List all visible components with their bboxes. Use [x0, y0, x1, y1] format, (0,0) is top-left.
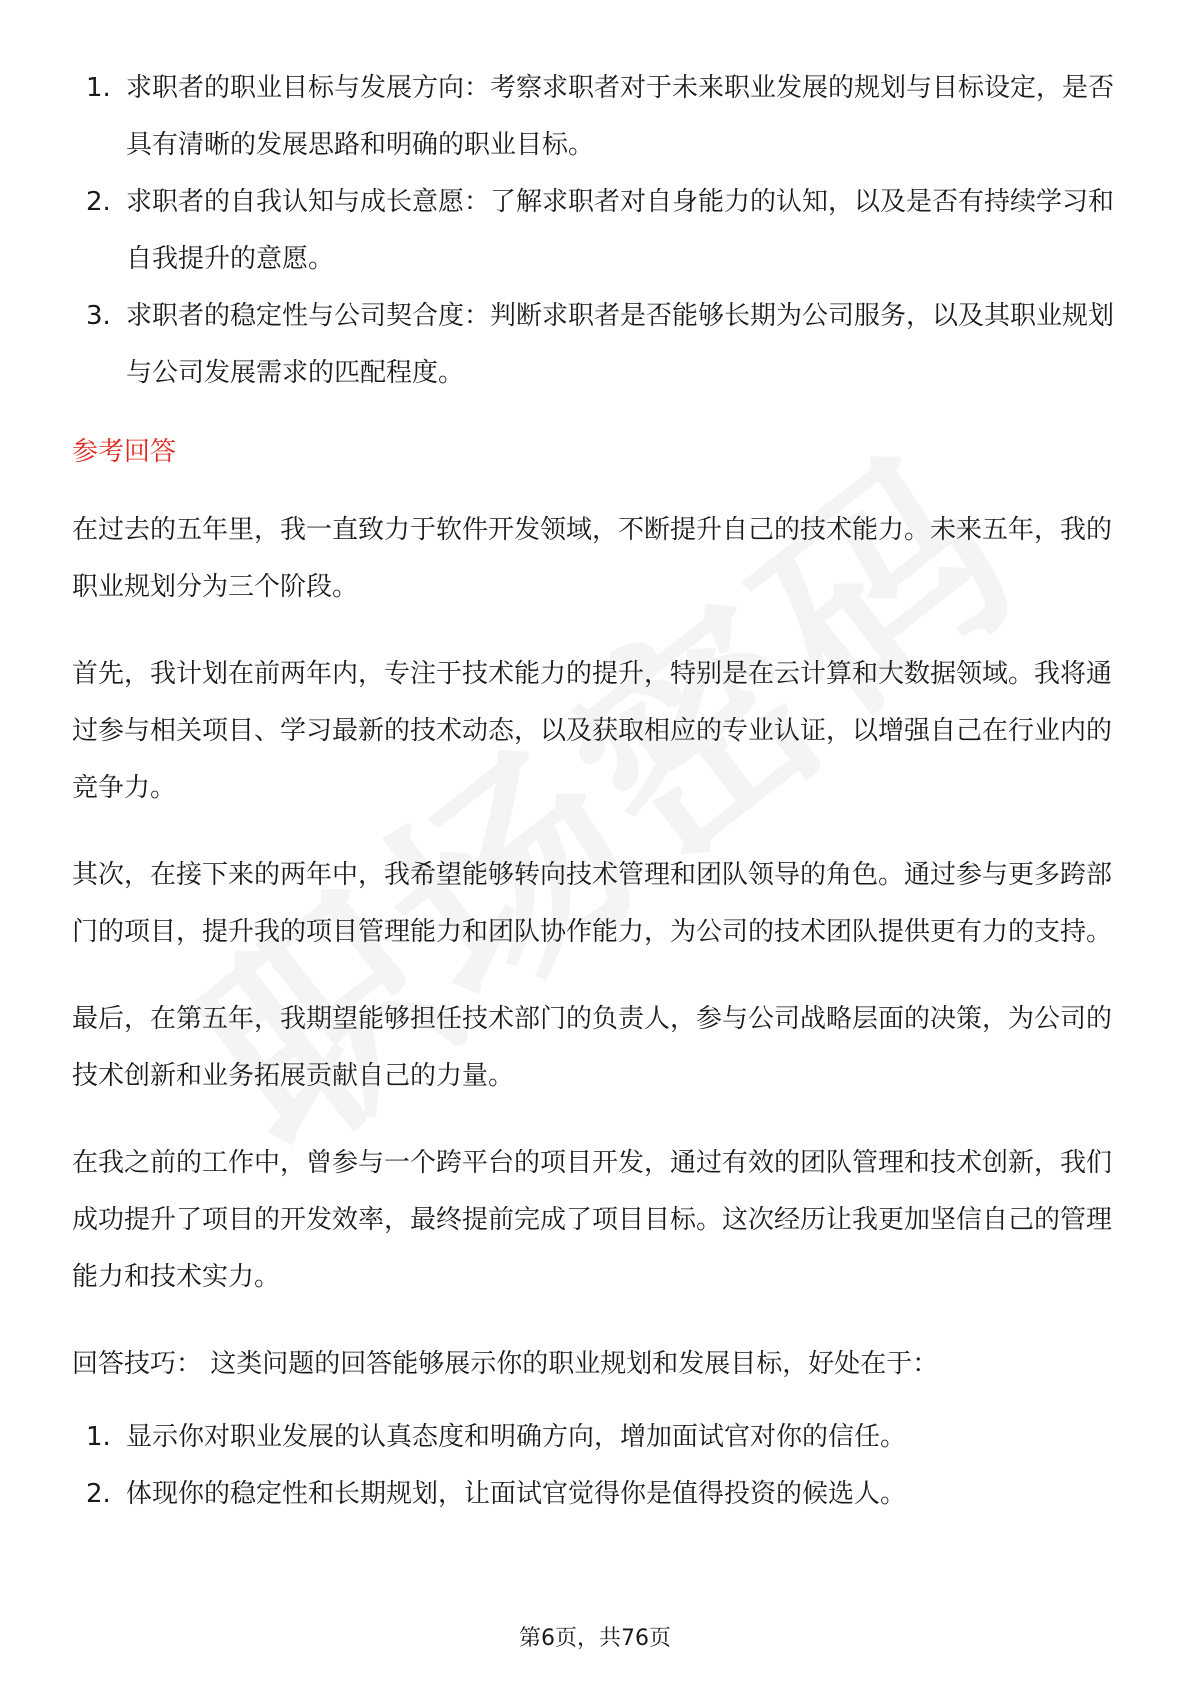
list-number: 2.	[86, 1479, 111, 1509]
answer-paragraph: 最后，在第五年，我期望能够担任技术部门的负责人，参与公司战略层面的决策，为公司的技术创新和业务拓展贡献自己的力量。	[72, 1004, 1113, 1091]
page-number-footer: 第6页，共76页	[519, 1626, 671, 1651]
page-content	[72, 60, 1120, 1523]
list-item	[72, 174, 1120, 288]
list-item	[72, 288, 1120, 402]
list-item	[72, 1409, 1120, 1466]
list-number: 1.	[86, 1422, 111, 1452]
list-item-text: 显示你对职业发展的认真态度和明确方向，增加面试官对你的信任。	[126, 1422, 907, 1452]
list-number: 1.	[86, 73, 111, 103]
tips-benefits-list	[72, 1409, 1120, 1523]
list-item-text: 求职者的职业目标与发展方向：考察求职者对于未来职业发展的规划与目标设定，是否具有清晰的发展思路和明确的职业目标。	[126, 73, 1115, 160]
answer-paragraph: 首先，我计划在前两年内，专注于技术能力的提升，特别是在云计算和大数据领域。我将通过参与相关项目、学习最新的技术动态，以及获取相应的专业认证，以增强自己在行业内的竞争力。	[72, 659, 1113, 803]
list-item	[72, 60, 1120, 174]
answer-paragraph: 在过去的五年里，我一直致力于软件开发领域，不断提升自己的技术能力。未来五年，我的职业规划分为三个阶段。	[72, 515, 1113, 602]
reference-answer-heading: 参考回答	[72, 437, 177, 467]
evaluation-points-list	[72, 60, 1120, 402]
list-number: 3.	[86, 301, 111, 331]
list-item	[72, 1466, 1120, 1523]
list-item-text: 求职者的自我认知与成长意愿：了解求职者对自身能力的认知，以及是否有持续学习和自我提升的意愿。	[126, 187, 1115, 274]
answer-paragraph: 在我之前的工作中，曾参与一个跨平台的项目开发，通过有效的团队管理和技术创新，我们成功提升了项目的开发效率，最终提前完成了项目目标。这次经历让我更加坚信自己的管理能力和技术实力。	[72, 1148, 1113, 1292]
list-item-text: 求职者的稳定性与公司契合度：判断求职者是否能够长期为公司服务，以及其职业规划与公司发展需求的匹配程度。	[126, 301, 1115, 388]
list-item-text: 体现你的稳定性和长期规划，让面试官觉得你是值得投资的候选人。	[126, 1479, 907, 1509]
list-number: 2.	[86, 187, 111, 217]
answer-tips-intro: 回答技巧： 这类问题的回答能够展示你的职业规划和发展目标，好处在于：	[72, 1349, 939, 1379]
answer-paragraph: 其次，在接下来的两年中，我希望能够转向技术管理和团队领导的角色。通过参与更多跨部门的项目，提升我的项目管理能力和团队协作能力，为公司的技术团队提供更有力的支持。	[72, 860, 1113, 947]
